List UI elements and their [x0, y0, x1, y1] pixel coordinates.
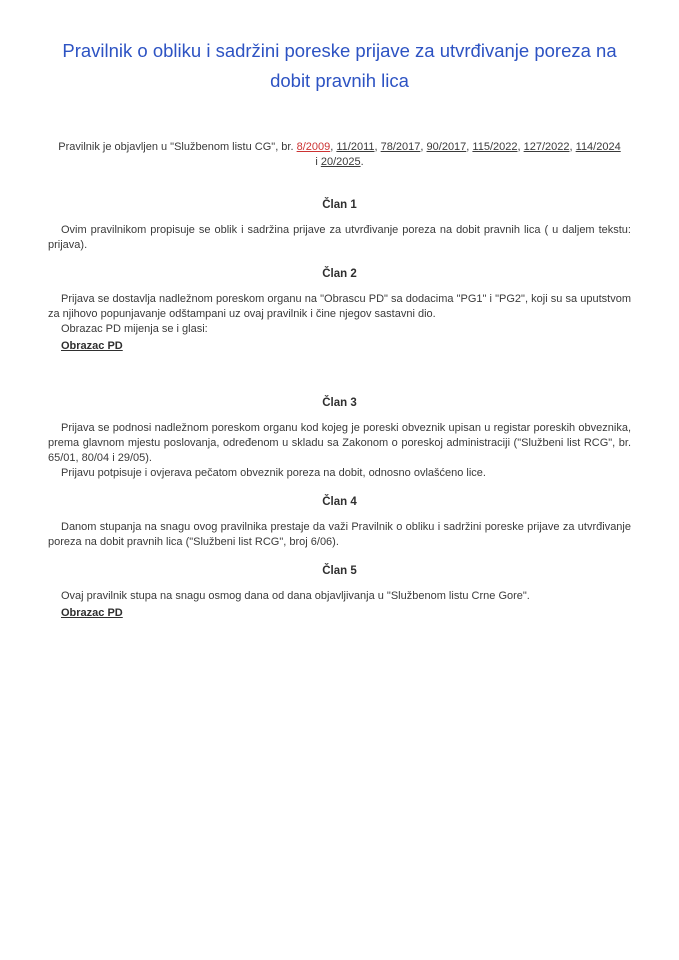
separator: ,: [374, 141, 381, 153]
separator: i: [315, 156, 321, 168]
gazette-issue-link[interactable]: 8/2009: [296, 141, 331, 153]
publication-note: [58, 140, 621, 170]
gazette-issue-link[interactable]: 115/2022: [472, 141, 518, 153]
obrazac-line: [48, 337, 631, 354]
publication-prefix: Pravilnik je objavljen u "Službenom listu CG", br.: [58, 141, 297, 153]
section-gap: [48, 354, 631, 382]
obrazac-pd-link[interactable]: Obrazac PD: [61, 340, 123, 352]
separator: ,: [569, 141, 576, 153]
article-heading: Član 2: [322, 268, 357, 280]
article-paragraph: Ovim pravilnikom propisuje se oblik i sadržina prijave za utvrđivanje poreza na dobit pravnih lica ( u daljem tekstu: prijava).: [48, 224, 631, 251]
separator: ,: [420, 141, 427, 153]
gazette-issue-link[interactable]: 11/2011: [336, 141, 375, 153]
gazette-issue-link[interactable]: 90/2017: [426, 141, 467, 153]
obrazac-line: [48, 604, 631, 621]
article-paragraph: Prijava se podnosi nadležnom poreskom organu kod kojeg je poreski obveznik upisan u registar poreskih obveznika, prema glavnom mjestu poslovanja, određenom u skladu sa Zakonom o poreskoj administraciji ("Službeni list RCG", br. 65/01, 80/04 i 29/05).: [48, 422, 631, 464]
article-paragraph: Obrazac PD mijenja se i glasi:: [61, 323, 208, 335]
article-paragraph: Prijava se dostavlja nadležnom poreskom organu na "Obrascu PD" sa dodacima "PG1" i "PG2", koji su sa uputstvom za njihovo popunjavanje odštampani uz ovaj pravilnik i čine njegov sastavni dio.: [48, 293, 631, 320]
section-clan-4: [48, 495, 631, 550]
separator: .: [360, 156, 364, 168]
article-heading: Član 4: [322, 496, 357, 508]
article-paragraph: Danom stupanja na snagu ovog pravilnika prestaje da važi Pravilnik o obliku i sadržini poreske prijave za utvrđivanje poreza na dobit pravnih lica ("Službeni list RCG", broj 6/06).: [48, 521, 631, 548]
gazette-issue-link[interactable]: 114/2024: [575, 141, 621, 153]
gazette-issue-link[interactable]: 127/2022: [523, 141, 570, 153]
obrazac-pd-link[interactable]: Obrazac PD: [61, 607, 123, 619]
separator: ,: [517, 141, 524, 153]
section-clan-3: [48, 396, 631, 481]
section-clan-5: [48, 564, 631, 621]
gazette-issue-link[interactable]: 78/2017: [380, 141, 421, 153]
separator: ,: [330, 141, 337, 153]
section-clan-1: [48, 198, 631, 253]
article-paragraph: Prijavu potpisuje i ovjerava pečatom obveznik poreza na dobit, odnosno ovlašćeno lice.: [61, 467, 486, 479]
article-heading: Član 5: [322, 565, 357, 577]
separator: ,: [466, 141, 473, 153]
section-clan-2: [48, 267, 631, 382]
article-heading: Član 3: [322, 397, 357, 409]
page-title: Pravilnik o obliku i sadržini poreske prijave za utvrđivanje poreza na dobit pravnih lica: [62, 40, 617, 91]
gazette-issue-link[interactable]: 20/2025: [320, 156, 361, 168]
article-heading: Član 1: [322, 199, 357, 211]
article-paragraph: Ovaj pravilnik stupa na snagu osmog dana od dana objavljivanja u "Službenom listu Crne Gore".: [61, 590, 530, 602]
